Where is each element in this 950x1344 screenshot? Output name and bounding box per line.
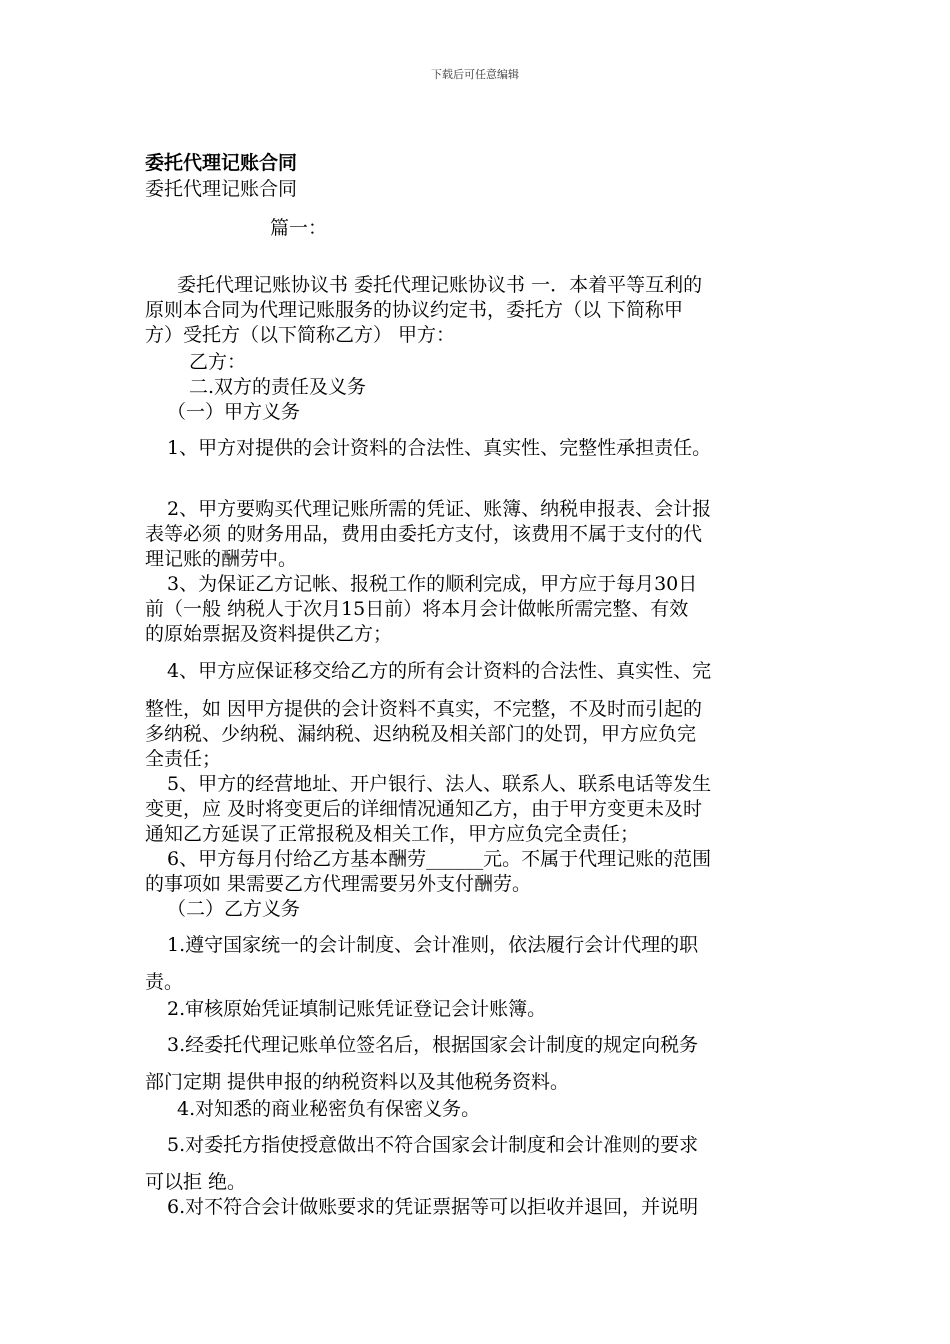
body-line: 2、甲方要购买代理记账所需的凭证、账簿、纳税申报表、会计报 [167,498,712,520]
body-line: 1、甲方对提供的会计资料的合法性、真实性、完整性承担责任。 [167,437,712,459]
body-line: 整性，如 因甲方提供的会计资料不真实，不完整，不及时而引起的 [145,698,703,720]
body-line: 4.对知悉的商业秘密负有保密义务。 [177,1098,481,1120]
body-line: 3.经委托代理记账单位签名后，根据国家会计制度的规定向税务 [167,1034,699,1056]
document-title: 委托代理记账合同 [145,152,298,174]
body-line: 部门定期 提供申报的纳税资料以及其他税务资料。 [145,1071,570,1093]
body-line: （二）乙方义务 [167,898,301,920]
body-line: 5、甲方的经营地址、开户银行、法人、联系人、联系电话等发生 [167,773,712,795]
body-line: 的原始票据及资料提供乙方； [145,623,393,645]
body-line: 方）受托方（以下简称乙方） 甲方： [145,324,456,346]
body-line: 1.遵守国家统一的会计制度、会计准则，依法履行会计代理的职 [167,934,699,956]
body-line: 6.对不符合会计做账要求的凭证票据等可以拒收并退回，并说明 [167,1196,699,1218]
body-line: 表等必须 的财务用品，费用由委托方支付，该费用不属于支付的代 [145,523,703,545]
body-line: 二.双方的责任及义务 [189,376,367,398]
body-line: 变更，应 及时将变更后的详细情况通知乙方，由于甲方变更未及时 [145,798,703,820]
body-line: 责。 [145,971,184,993]
body-line: 5.对委托方指使授意做出不符合国家会计制度和会计准则的要求 [167,1134,699,1156]
body-line: 原则本合同为代理记账服务的协议约定书，委托方（以 下简称甲 [145,299,684,321]
body-line: 6、甲方每月付给乙方基本酬劳______元。不属于代理记账的范围 [167,848,712,870]
body-line: （一）甲方义务 [167,401,301,423]
document-subtitle: 委托代理记账合同 [145,178,298,200]
body-line: 4、甲方应保证移交给乙方的所有会计资料的合法性、真实性、完 [167,660,712,682]
body-line: 全责任； [145,748,222,770]
body-line: 通知乙方延误了正常报税及相关工作，甲方应负完全责任； [145,823,640,845]
body-line: 3、为保证乙方记帐、报税工作的顺利完成，甲方应于每月30日 [167,573,698,595]
body-line: 前（一般 纳税人于次月15日前）将本月会计做帐所需完整、有效 [145,598,689,620]
header-note: 下载后可任意编辑 [431,68,519,81]
body-line: 可以拒 绝。 [145,1171,247,1193]
body-line: 多纳税、少纳税、漏纳税、迟纳税及相关部门的处罚，甲方应负完 [145,723,697,745]
chapter-heading: 篇一： [270,217,328,239]
body-line: 2.审核原始凭证填制记账凭证登记会计账簿。 [167,998,547,1020]
body-line: 委托代理记账协议书 委托代理记账协议书 一．本着平等互利的 [177,274,703,296]
body-line: 的事项如 果需要乙方代理需要另外支付酬劳。 [145,873,532,895]
body-line: 乙方： [189,351,247,373]
body-line: 理记账的酬劳中。 [145,548,298,570]
